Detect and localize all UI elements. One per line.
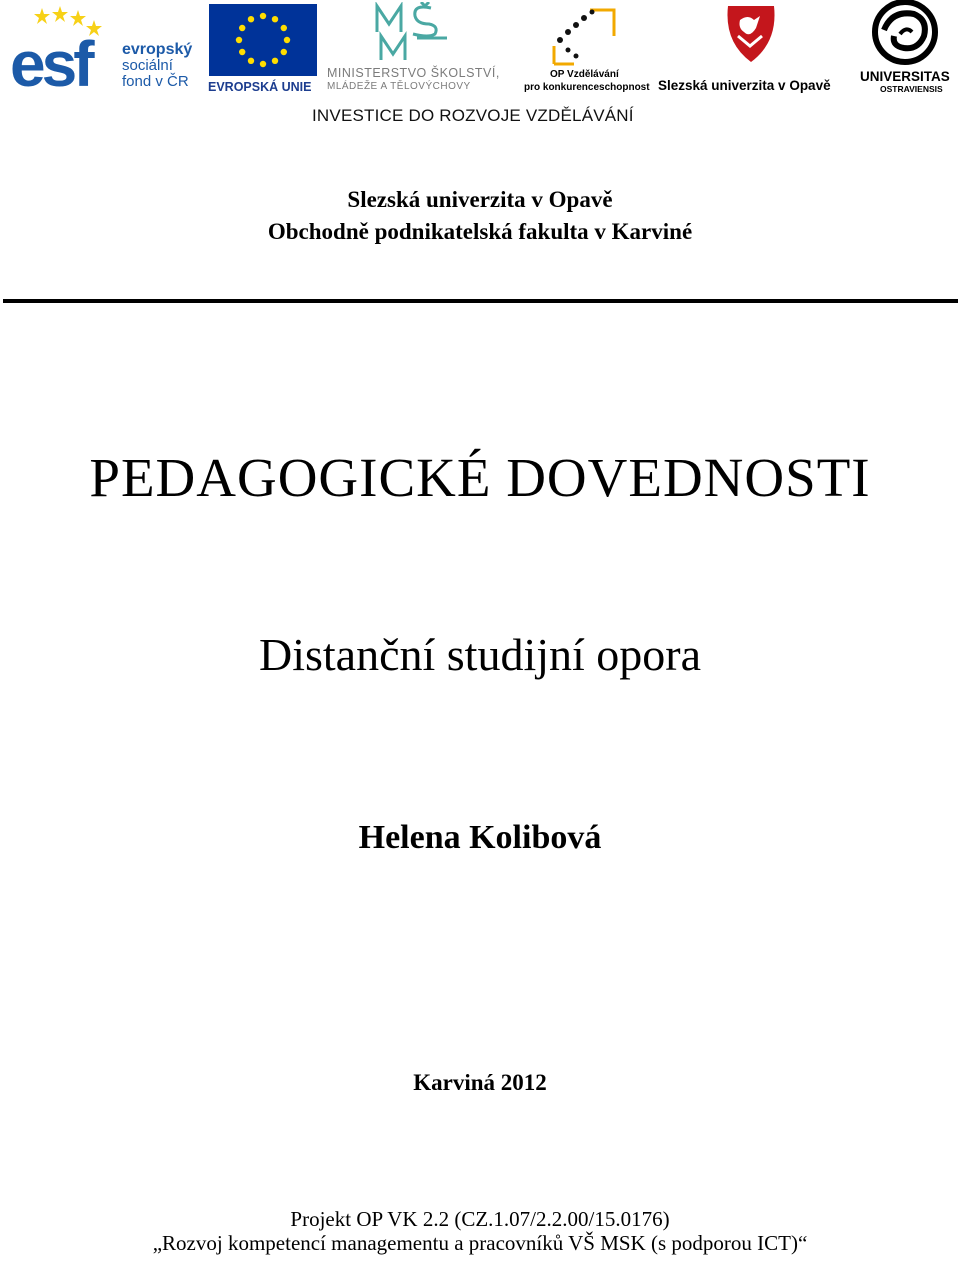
su-crest-icon <box>720 2 782 66</box>
document-title: PEDAGOGICKÉ DOVEDNOSTI <box>89 447 871 508</box>
esf-line3: fond v ČR <box>122 73 189 90</box>
ou-line1: UNIVERSITAS <box>860 69 950 84</box>
msmt-line1: MINISTERSTVO ŠKOLSTVÍ, <box>327 66 500 80</box>
institution-header <box>0 184 960 248</box>
tagline: INVESTICE DO ROZVOJE VZDĚLÁVÁNÍ <box>312 106 634 125</box>
place-year: Karviná 2012 <box>413 1070 547 1095</box>
project-name: „Rozvoj kompetencí managementu a pracovníků VŠ MSK (s podporou ICT)“ <box>152 1231 808 1255</box>
horizontal-rule <box>3 299 958 303</box>
ou-line2: OSTRAVIENSIS <box>880 84 943 94</box>
document-subtitle: Distanční studijní opora <box>258 629 702 680</box>
msmt-mark-icon <box>373 2 469 64</box>
su-logo <box>656 2 851 94</box>
esf-logo <box>10 4 200 100</box>
ou-logo <box>858 0 958 95</box>
su-label: Slezská univerzita v Opavě <box>658 78 831 93</box>
esf-line1: evropský <box>122 41 193 58</box>
logo-bar <box>0 0 960 100</box>
esf-letters: esf <box>10 28 91 100</box>
project-info <box>0 1207 960 1255</box>
op-logo <box>520 2 650 94</box>
eu-logo <box>206 4 318 96</box>
eu-label: EVROPSKÁ UNIE <box>208 80 312 94</box>
op-line2: pro konkurenceschopnost <box>524 82 650 93</box>
ou-swirl-icon <box>870 0 940 66</box>
msmt-line2: MLÁDEŽE A TĚLOVÝCHOVY <box>327 81 471 92</box>
op-line1: OP Vzdělávání <box>550 69 619 80</box>
author-name: Helena Kolibová <box>358 819 602 856</box>
esf-line2: sociální <box>122 57 173 74</box>
op-mark-icon <box>546 6 622 66</box>
eu-flag-icon <box>209 4 317 76</box>
university-name: Slezská univerzita v Opavě <box>347 187 613 212</box>
faculty-name: Obchodně podnikatelská fakulta v Karviné <box>267 219 693 244</box>
esf-text <box>122 42 192 90</box>
msmt-logo <box>325 2 520 94</box>
project-number: Projekt OP VK 2.2 (CZ.1.07/2.2.00/15.0176) <box>290 1207 670 1231</box>
